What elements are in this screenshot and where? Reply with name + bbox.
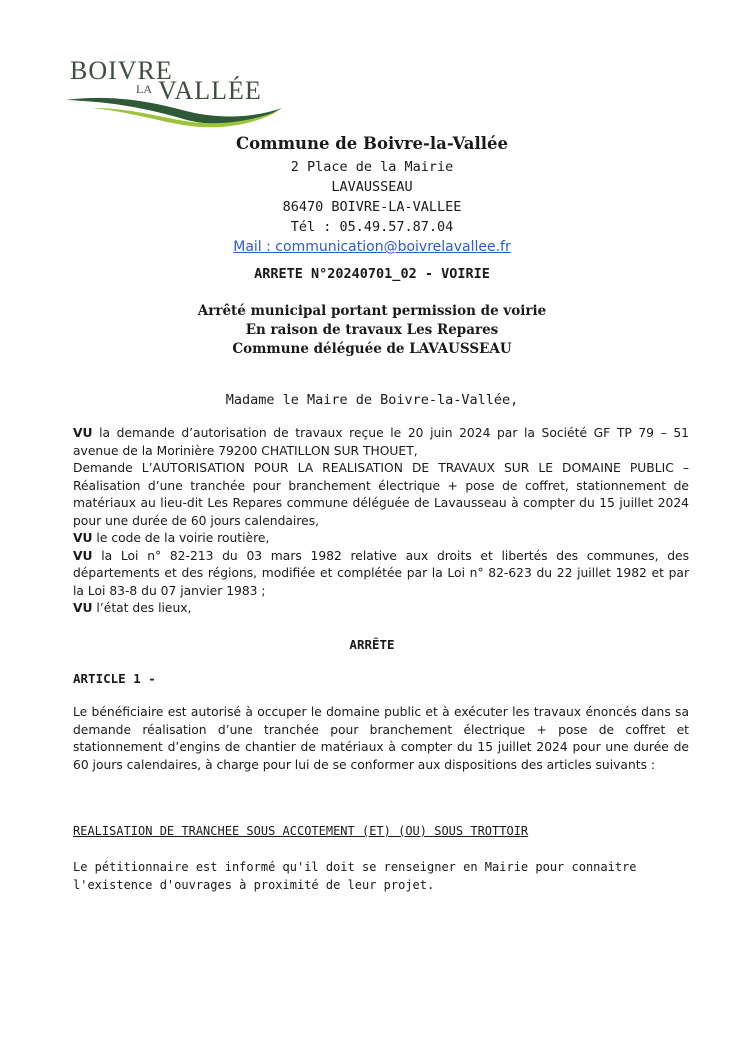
commune-title: Commune de Boivre-la-Vallée bbox=[235, 134, 509, 153]
arrete-title-line: Commune déléguée de LAVAUSSEAU bbox=[232, 341, 512, 357]
address-line: LAVAUSSEAU bbox=[331, 179, 413, 195]
logo-swoosh-icon bbox=[62, 94, 287, 129]
arrete-title-line: En raison de travaux Les Repares bbox=[245, 322, 499, 338]
arrete-heading: ARRÊTE bbox=[349, 637, 395, 652]
arrete-title-line: Arrêté municipal portant permission de voirie bbox=[197, 303, 547, 319]
article-1-text: Le bénéficiaire est autorisé à occuper le domaine public et à exécuter les travaux énoncés dans sa demande réalisation d’une tranchée pour branchement électrique + pose de coffret et stationnement d’engins de chantier de matériaux à compter du 15 juillet 2024 pour une durée de 60 jours calendaires, à charge pour lui de se conformer aux dispositions des articles suivants : bbox=[73, 705, 689, 772]
mail-link[interactable]: Mail : communication@boivrelavallee.fr bbox=[233, 239, 511, 255]
vu-keyword: VU bbox=[73, 531, 93, 545]
phone-line: Tél : 05.49.57.87.04 bbox=[290, 219, 454, 235]
demande-paragraph bbox=[73, 460, 689, 530]
vu-keyword: VU bbox=[73, 601, 93, 615]
vu-keyword: VU bbox=[73, 426, 93, 440]
arrete-number: ARRETE N°20240701_02 - VOIRIE bbox=[254, 266, 490, 282]
commune-header bbox=[0, 130, 744, 257]
logo-word-vallee: VALLÉE bbox=[158, 76, 262, 105]
section-heading: REALISATION DE TRANCHEE SOUS ACCOTEMENT (ET) (OU) SOUS TROTTOIR bbox=[73, 824, 529, 838]
address-line: 86470 BOIVRE-LA-VALLEE bbox=[282, 199, 462, 215]
vu-text: la Loi n° 82-213 du 03 mars 1982 relative aux droits et libertés des communes, des départements et des régions, modifiée et complétée par la Loi n° 82-623 du 22 juillet 1982 et par la Loi 83-8 du 07 janvier 1983 ; bbox=[73, 548, 689, 598]
logo-word-boivre: BOIVRE bbox=[70, 56, 173, 85]
vu-paragraph bbox=[73, 425, 689, 460]
boivre-la-vallee-logo bbox=[62, 54, 287, 129]
petition-text: Le pétitionnaire est informé qu'il doit se renseigner en Mairie pour connaitre l'existence d'ouvrages à proximité de leur projet. bbox=[73, 860, 637, 892]
salutation: Madame le Maire de Boivre-la-Vallée, bbox=[225, 392, 519, 408]
address-line: 2 Place de la Mairie bbox=[290, 159, 454, 175]
logo-word-la: LA bbox=[136, 82, 152, 96]
vu-clauses bbox=[73, 425, 689, 618]
vu-paragraph bbox=[73, 548, 689, 601]
vu-text: la demande d’autorisation de travaux reçue le 20 juin 2024 par la Société GF TP 79 – 51 avenue de la Morinière 79200 CHATILLON SUR THOUET, bbox=[73, 426, 689, 458]
vu-text: le code de la voirie routière, bbox=[92, 531, 270, 545]
vu-paragraph bbox=[73, 530, 689, 548]
vu-text: l’état des lieux, bbox=[92, 601, 192, 615]
article-1-heading: ARTICLE 1 - bbox=[73, 671, 156, 686]
vu-keyword: VU bbox=[73, 548, 93, 563]
arrete-titles bbox=[0, 302, 744, 359]
vu-paragraph bbox=[73, 600, 689, 618]
demande-text: Demande L’AUTORISATION POUR LA REALISATION DE TRAVAUX SUR LE DOMAINE PUBLIC – Réalisation d’une tranchée pour branchement électrique + pose de coffret, stationnement de matériaux au lieu-dit Les Repares commune déléguée de Lavausseau à compter du 15 juillet 2024 pour une durée de 60 jours calendaires, bbox=[73, 461, 689, 528]
